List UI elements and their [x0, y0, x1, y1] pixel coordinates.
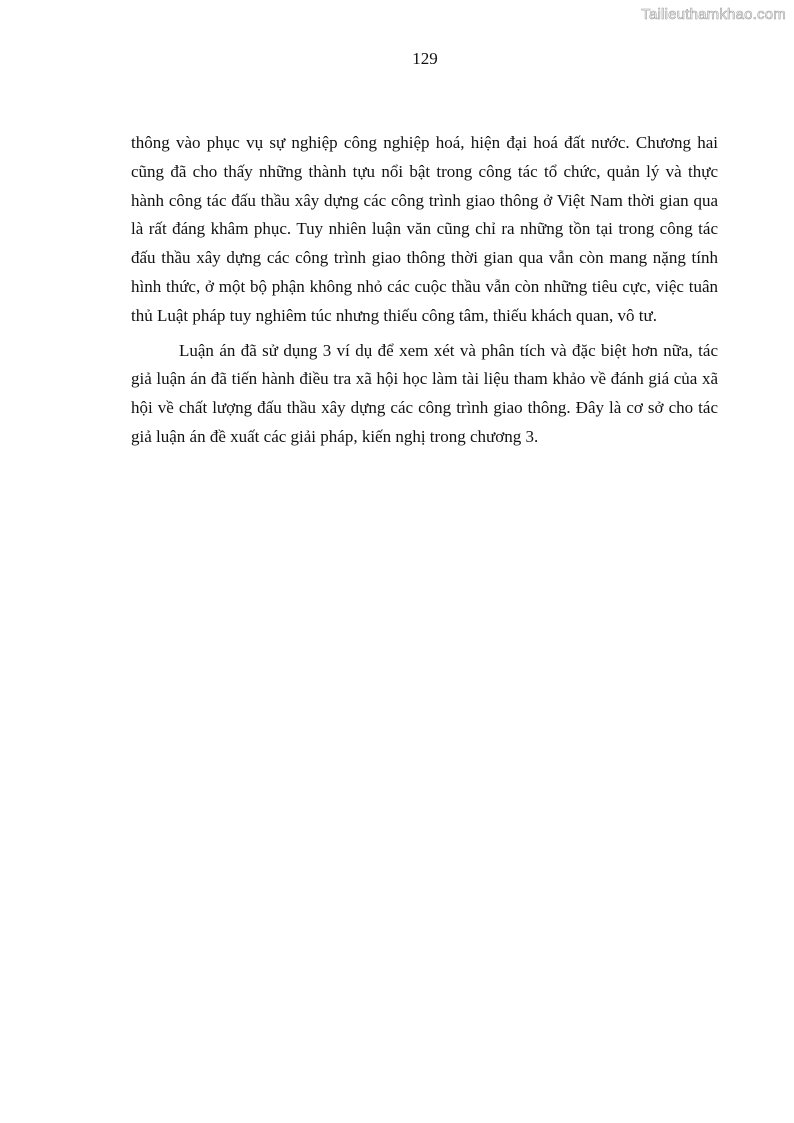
- paragraph-continuation: thông vào phục vụ sự nghiệp công nghiệp hoá, hiện đại hoá đất nước. Chương hai cũng đã cho thấy những thành tựu nổi bật trong công tác tổ chức, quản lý và thực hành công tác đấu thầu xây dựng các công trình giao thông ở Việt Nam thời gian qua là rất đáng khâm phục. Tuy nhiên luận văn cũng chỉ ra những tồn tại trong công tác đấu thầu xây dựng các công trình giao thông thời gian qua vẫn còn mang nặng tính hình thức, ở một bộ phận không nhỏ các cuộc thầu vẫn còn những tiêu cực, việc tuân thủ Luật pháp tuy nghiêm túc nhưng thiếu công tâm, thiếu khách quan, vô tư.: [131, 133, 718, 325]
- paragraph: Luận án đã sử dụng 3 ví dụ để xem xét và phân tích và đặc biệt hơn nữa, tác giả luận án đã tiến hành điều tra xã hội học làm tài liệu tham khảo về đánh giá của xã hội về chất lượng đấu thầu xây dựng các công trình giao thông. Đây là cơ sở cho tác giả luận án đề xuất các giải pháp, kiến nghị trong chương 3.: [131, 340, 718, 446]
- document-body: [131, 129, 718, 452]
- page-number: 129: [412, 49, 438, 68]
- watermark-text: Tailieuthamkhao.com: [641, 6, 786, 23]
